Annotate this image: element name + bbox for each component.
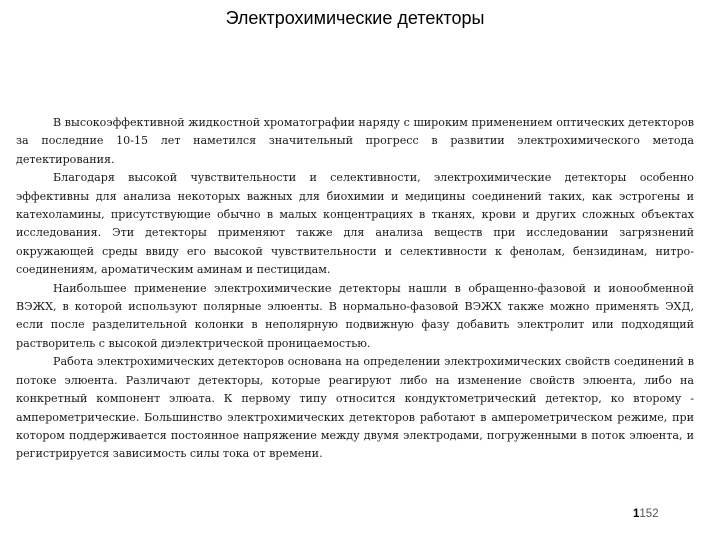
page-number-value: 152 [639,508,659,520]
paragraph-2: Благодаря высокой чувствительности и селективности, электрохимические детекторы особенно эффективны для анализа некоторых важных для биохимии и медицины соединений таких, как эстрогены и катехоламины, присутствующие обычно в малых концентрациях в тканях, крови и других сложных объектах исследования. Эти детекторы применяют также для анализа веществ при исследовании загрязнений окружающей среды ввиду его высокой чувствительности и селективности к фенолам, бензидинам, нитро-соединениям, ароматическим аминам и пестицидам. [16,171,694,277]
slide-title: Электрохимические детекторы [225,8,485,28]
paragraph-1: В высокоэффективной жидкостной хроматографии наряду с широким применением оптических детекторов за последние 10-15 лет наметился значительный прогресс в развитии электрохимического метода детектирования. [16,116,694,166]
paragraph-3: Наибольшее применение электрохимические детекторы нашли в обращенно-фазовой и ионообменной ВЭЖХ, в которой используют полярные элюенты. В нормально-фазовой ВЭЖХ также можно применять ЭХД, если после разделительной колонки в неполярную подвижную фазу добавить электролит или подходящий растворитель с высокой диэлектрической проницаемостью. [16,281,694,350]
paragraph-4: Работа электрохимических детекторов основана на определении электрохимических свойств соединений в потоке элюента. Различают детекторы, которые реагируют либо на изменение свойств элюента, либо на конкретный компонент элюата. К первому типу относится кондуктометрический детектор, ко второму - амперометрические. Большинство электрохимических детекторов работают в амперометрическом режиме, при котором поддерживается постоянное напряжение между двумя электродами, погруженными в поток элюента, и регистрируется зависимость силы тока от времени. [16,355,694,461]
page-number-overlay-digit: 1 [633,508,640,520]
page-number [633,508,659,520]
body-text [16,114,694,464]
